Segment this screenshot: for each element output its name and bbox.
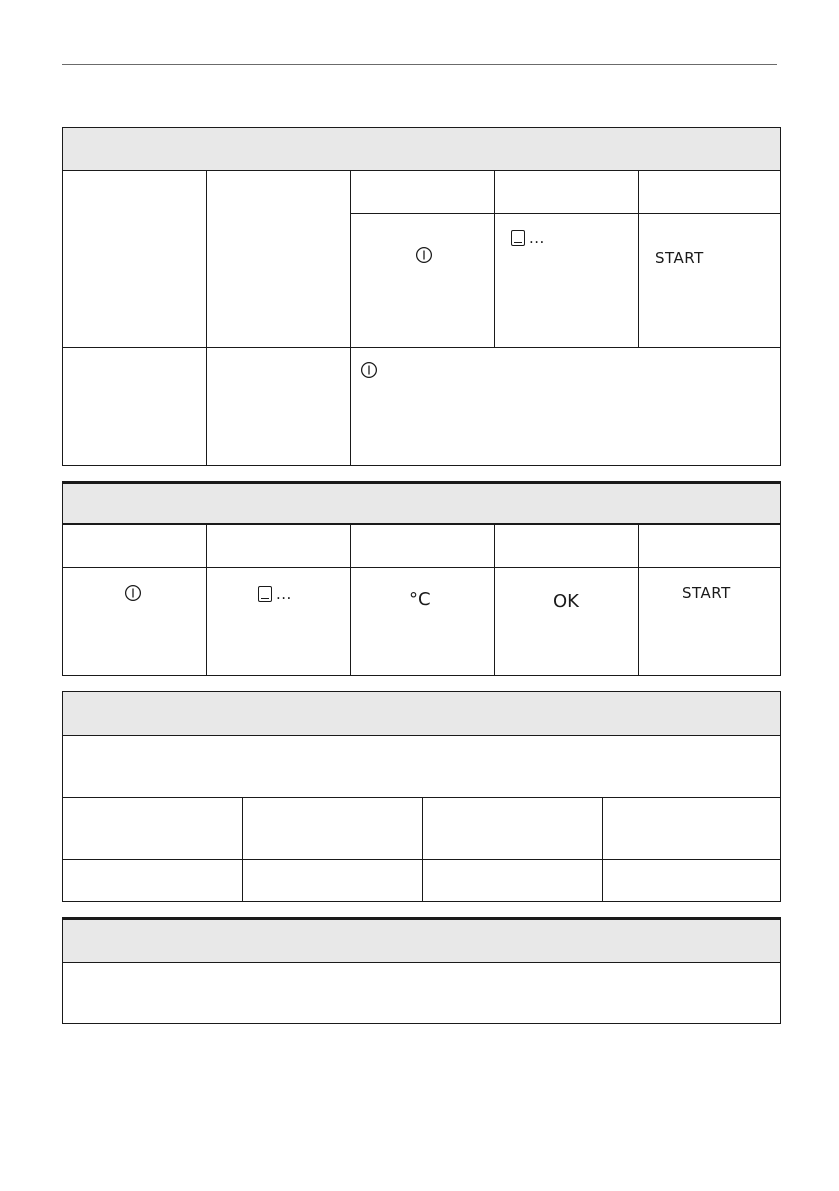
ok-icon: OK <box>553 591 579 612</box>
row-2-power-cell <box>360 361 378 379</box>
temperature-icon: °C <box>409 589 431 610</box>
step-mode-cell <box>511 229 545 247</box>
table-2 <box>62 481 781 676</box>
step-start-cell <box>682 584 731 602</box>
mode-ellipsis: ... <box>276 585 292 603</box>
page-header-rule <box>62 64 777 65</box>
table-4-title-bar <box>63 918 780 963</box>
power-icon <box>124 584 142 602</box>
table-2-title-bar <box>63 482 780 525</box>
power-icon <box>415 246 433 264</box>
table-3 <box>62 691 781 902</box>
step-confirm-cell <box>553 591 579 612</box>
table-1-title-bar <box>63 128 780 171</box>
table-1 <box>62 127 781 466</box>
step-power-cell <box>124 584 142 602</box>
mode-ellipsis: ... <box>529 229 545 247</box>
table-3-title-bar <box>63 692 780 736</box>
oven-mode-icon <box>258 586 272 602</box>
oven-mode-icon <box>511 230 525 246</box>
power-icon <box>360 361 378 379</box>
step-temperature-cell <box>409 589 431 610</box>
start-label: START <box>655 249 704 267</box>
step-start-cell <box>655 249 704 267</box>
step-power-cell <box>415 246 433 264</box>
table-4 <box>62 917 781 1024</box>
step-mode-cell <box>258 585 292 603</box>
start-label: START <box>682 584 731 602</box>
